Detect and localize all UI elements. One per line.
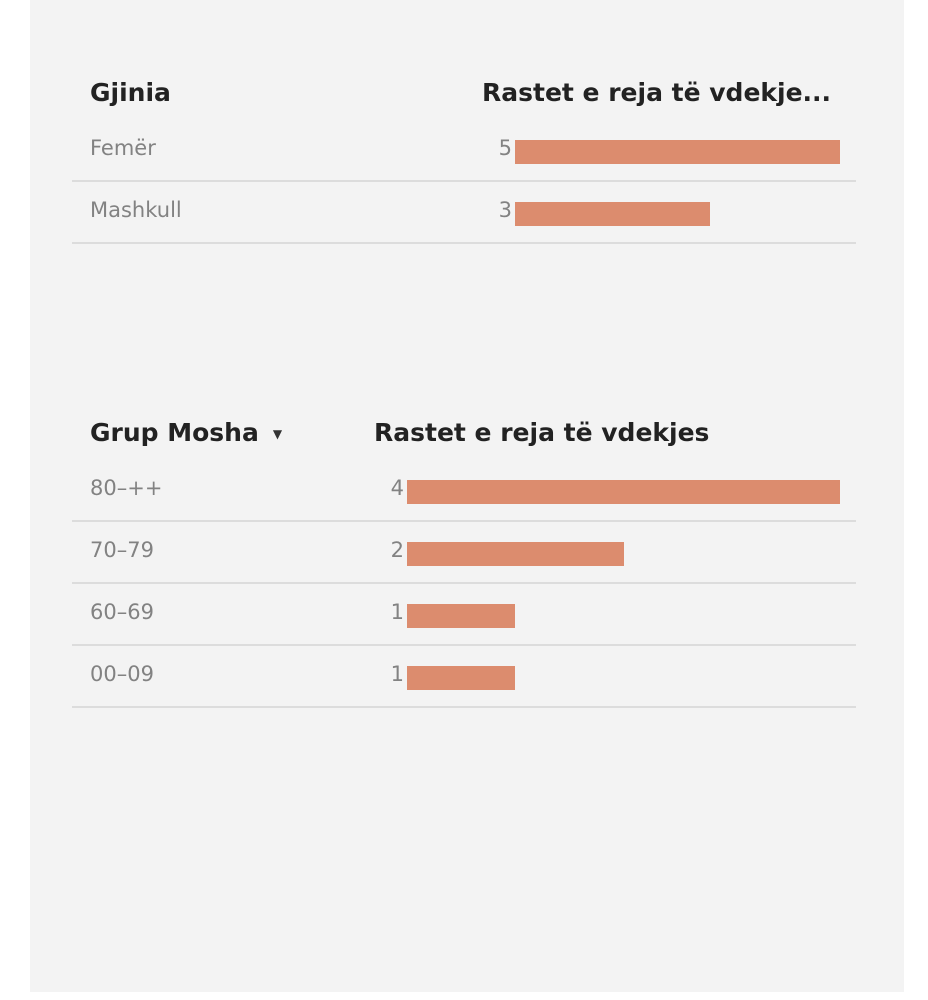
table-row[interactable] bbox=[72, 584, 856, 646]
gender-column-header[interactable]: Gjinia bbox=[90, 78, 171, 107]
row-label: 80–++ bbox=[90, 476, 163, 500]
table-header bbox=[72, 418, 856, 460]
row-label: Mashkull bbox=[90, 198, 182, 222]
bar bbox=[515, 140, 840, 164]
bar bbox=[407, 542, 624, 566]
value-label: 1 bbox=[390, 600, 404, 624]
gender-table bbox=[72, 78, 856, 244]
row-label: Femër bbox=[90, 136, 156, 160]
deaths-column-header[interactable]: Rastet e reja të vdekjes bbox=[374, 418, 710, 447]
table-row[interactable] bbox=[72, 460, 856, 522]
row-label: 60–69 bbox=[90, 600, 154, 624]
table-row[interactable] bbox=[72, 120, 856, 182]
dashboard-panel bbox=[30, 0, 904, 992]
deaths-column-header[interactable]: Rastet e reja të vdekje... bbox=[482, 78, 832, 107]
value-label: 2 bbox=[390, 538, 404, 562]
gender-rows bbox=[72, 120, 856, 244]
bar bbox=[407, 480, 840, 504]
age-group-table bbox=[72, 418, 856, 708]
value-label: 4 bbox=[390, 476, 404, 500]
bar bbox=[407, 604, 515, 628]
table-row[interactable] bbox=[72, 522, 856, 584]
row-label: 70–79 bbox=[90, 538, 154, 562]
age-group-column-header[interactable] bbox=[90, 418, 282, 447]
bar bbox=[515, 202, 710, 226]
age-group-header-label: Grup Mosha bbox=[90, 418, 259, 447]
value-label: 1 bbox=[390, 662, 404, 686]
table-row[interactable] bbox=[72, 646, 856, 706]
caret-down-icon[interactable]: ▼ bbox=[272, 427, 283, 441]
table-row[interactable] bbox=[72, 182, 856, 242]
row-label: 00–09 bbox=[90, 662, 154, 686]
value-label: 5 bbox=[498, 136, 512, 160]
bar bbox=[407, 666, 515, 690]
table-header bbox=[72, 78, 856, 120]
age-group-rows bbox=[72, 460, 856, 708]
value-label: 3 bbox=[498, 198, 512, 222]
